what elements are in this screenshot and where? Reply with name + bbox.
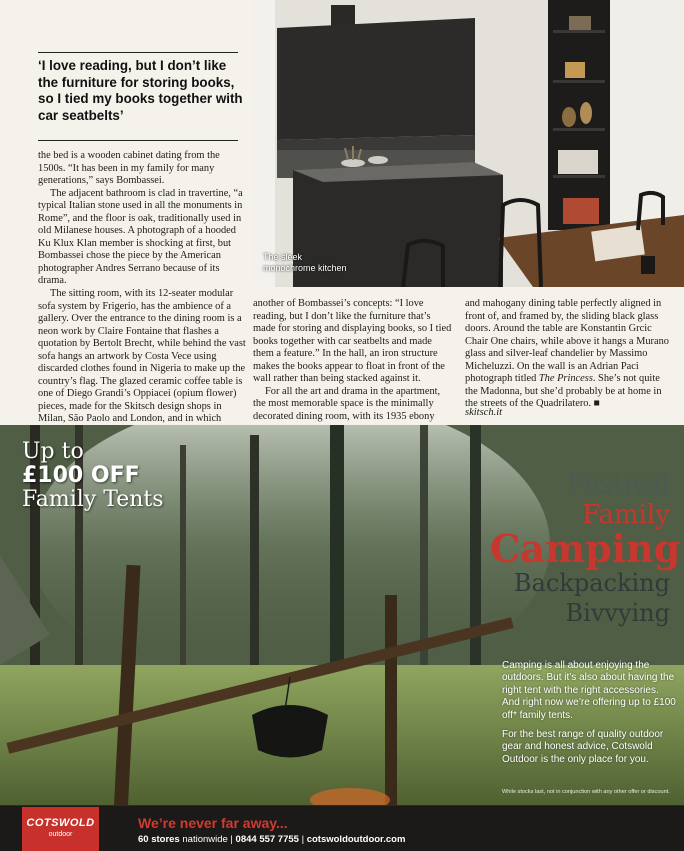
headline-line: Family Tents — [22, 487, 164, 512]
pullquote-rule-bottom — [38, 140, 238, 141]
logo-main-text: COTSWOLD — [26, 817, 95, 829]
photo-caption-line: The sleek — [263, 252, 303, 262]
photo-caption-line: monochrome kitchen — [263, 263, 347, 273]
paragraph-text: . She’s not quite the Madonna, but she’d probably be at home in the streets of the Quadrilatero. ■ — [465, 373, 662, 410]
headline-discount — [22, 464, 164, 488]
ad-paragraph: Camping is all about enjoying the outdoors. But it’s also about having the right tent with the right accessories. And right now we’re offering up to £100 off* family tents. — [502, 660, 676, 721]
ad-paragraph: For the best range of quality outdoor gear and honest advice, Cotswold Outdoor is the only place for you. — [502, 729, 664, 765]
camping-types — [490, 470, 681, 628]
website-link[interactable]: cotswoldoutdoor.com — [306, 834, 406, 845]
article-column-2 — [253, 298, 453, 423]
pullquote-rule-top — [38, 52, 238, 53]
paragraph: For all the art and drama in the apartment, the most memorable space is the minimally decorated dining room, with its 1935 ebony — [253, 385, 441, 422]
word-family: Family — [582, 500, 670, 530]
paragraph: The sitting room, with its 12-seater modular sofa system by Frigerio, has the ambience of a gallery. Over the entrance to the dining room is a neon work by Claire Fontaine that flashes a quotation by Bertolt Brecht, while behind the vast sofa hangs an artwork by Costa Vece using discarded clothes found in Nigeria to make up the country’s flag. The glazed ceramic coffee table is one of Diego Grandi’s Oppiacei (opium flower) pieces, made for the Skitsch design shops in Milan, São Paolo and London, and in which — [38, 288, 246, 425]
ad-headline — [22, 440, 164, 512]
headline-line: Up to — [22, 439, 84, 464]
word-camping: Camping — [490, 526, 681, 571]
ad-body-copy — [502, 660, 677, 773]
signoff: skitsch.it — [465, 407, 503, 418]
artwork-title: The Princess — [538, 373, 593, 385]
contact-separator: | — [298, 834, 307, 845]
ad-tagline: We’re never far away... — [138, 815, 288, 831]
article-column-3 — [465, 298, 670, 411]
phone-number[interactable]: 0844 557 7755 — [235, 834, 299, 845]
word-backpacking: Backpacking — [513, 569, 670, 597]
ad-contact — [138, 834, 405, 845]
photo-caption — [263, 252, 347, 274]
paragraph: The adjacent bathroom is clad in travertine, “a typical Italian stone used in all the monuments in Rome”, and the floor is oak, traditionally used in old Milanese houses. A photograph of a hooded Ku Klux Klan member is shocking at first, but Bombassei chose the piece by the American photographer Andres Serrano because of its drama. — [38, 187, 243, 287]
article-column-1 — [38, 150, 246, 451]
paragraph: the bed is a wooden cabinet dating from the 1500s. “It has been in my family for many generations,” says Bombassei. — [38, 150, 220, 187]
word-bivvying: Bivvying — [565, 599, 670, 627]
word-festival: Festival — [567, 470, 670, 500]
kitchen-illustration — [253, 0, 684, 287]
contact-text: nationwide | — [179, 834, 236, 845]
logo-sub-text: outdoor — [48, 831, 73, 838]
headline-discount-text: £100 OFF — [22, 463, 140, 488]
cotswold-logo[interactable] — [22, 807, 99, 851]
paragraph — [465, 298, 670, 411]
small-print: While stocks last, not in conjunction with any other offer or discount. — [502, 789, 670, 795]
pullquote: ‘I love reading, but I don’t like the furniture for storing books, so I tied my books together with car seatbelts’ — [38, 58, 243, 123]
paragraph: another of Bombassei’s concepts: “I love reading, but I don’t like the furniture that’s made for storing and displaying books, so I tied books together with car seatbelts and made them a feature.” In the hall, an iron structure makes the books appear to float in front of the wall rather than being stacked against it. — [253, 298, 452, 385]
store-count: 60 stores — [138, 834, 180, 845]
paragraph-text: and mahogany dining table perfectly aligned in front of, and framed by, the sliding black glass doors. Around the table are Konstantin Grcic Chair One chairs, while above it hangs a Murano glass and silver-leaf chandelier by Massimo Micheluzzi. On the wall is an Adrian Paci photograph titled — [465, 298, 670, 385]
kitchen-photo — [253, 0, 684, 287]
